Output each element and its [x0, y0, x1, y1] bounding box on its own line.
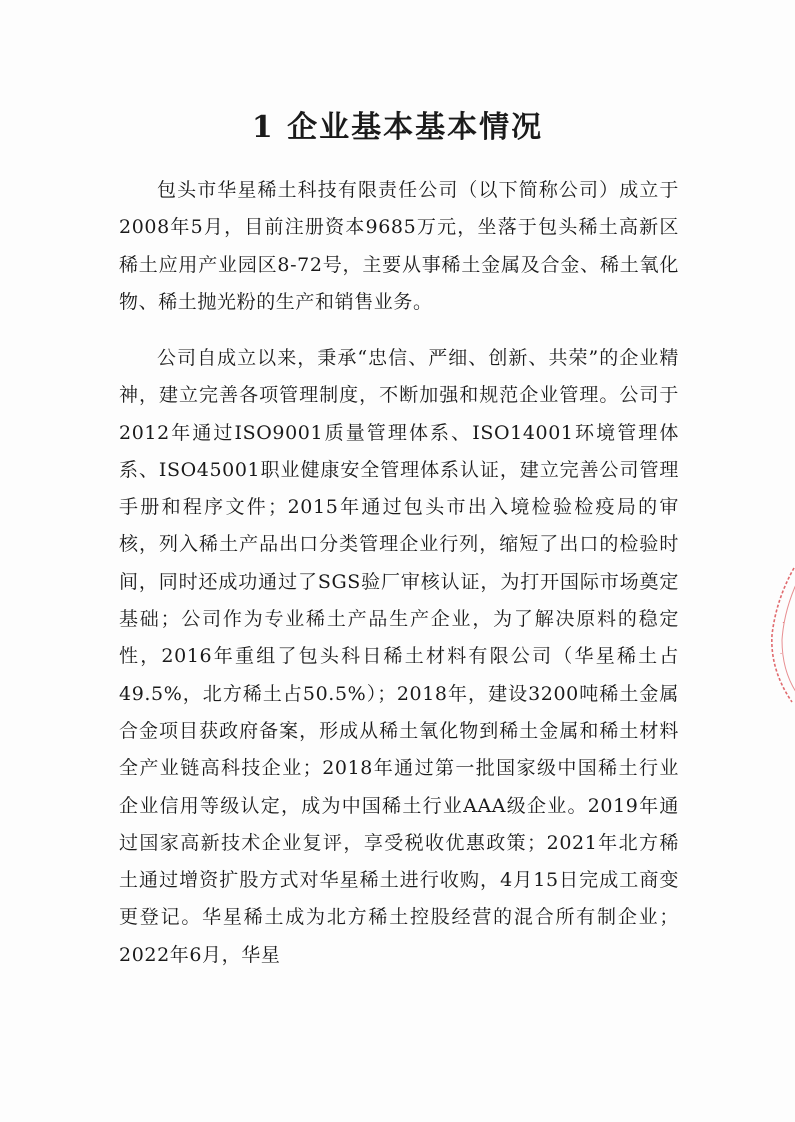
svg-text:·: ·: [777, 620, 788, 626]
svg-text:·: ·: [775, 652, 785, 655]
paragraph-company-intro: 包头市华星稀土科技有限责任公司（以下简称公司）成立于2008年5月，目前注册资本9685万元，坐落于包头稀土高新区稀土应用产业园区8-72号，主要从事稀土金属及合金、稀土氧化物、稀土抛光粉的生产和销售业务。: [119, 179, 679, 313]
red-seal-stamp-icon: [758, 560, 795, 710]
paragraph-company-history: 公司自成立以来，秉承“忠信、严细、创新、共荣”的企业精神，建立完善各项管理制度，不断加强和规范企业管理。公司于2012年通过ISO9001质量管理体系、ISO14001环境管理体系、ISO45001职业健康安全管理体系认证，建立完善公司管理手册和程序文件；2015年通过包头市出入境检验检疫局的审核，列入稀土产品出口分类管理企业行列，缩短了出口的检验时间，同时还成功通过了SGS验厂审核认证，为打开国际市场奠定基础；公司作为专业稀土产品生产企业，为了解决原料的稳定性，2016年重组了包头科日稀土材料有限公司（华星稀土占49.5%，北方稀土占50.5%）；2018年，建设3200吨稀土金属合金项目获政府备案，形成从稀土氧化物到稀土金属和稀土材料全产业链高科技企业；2018年通过第一批国家级中国稀土行业企业信用等级认定，成为中国稀土行业AAA级企业。2019年通过国家高新技术企业复评，享受税收优惠政策；2021年北方稀土通过增资扩股方式对华星稀土进行收购，4月15日完成工商变更登记。华星稀土成为北方稀土控股经营的混合所有制企业；2022年6月，华星: [119, 347, 679, 966]
page-title: 1 企业基本基本情况: [251, 110, 544, 145]
